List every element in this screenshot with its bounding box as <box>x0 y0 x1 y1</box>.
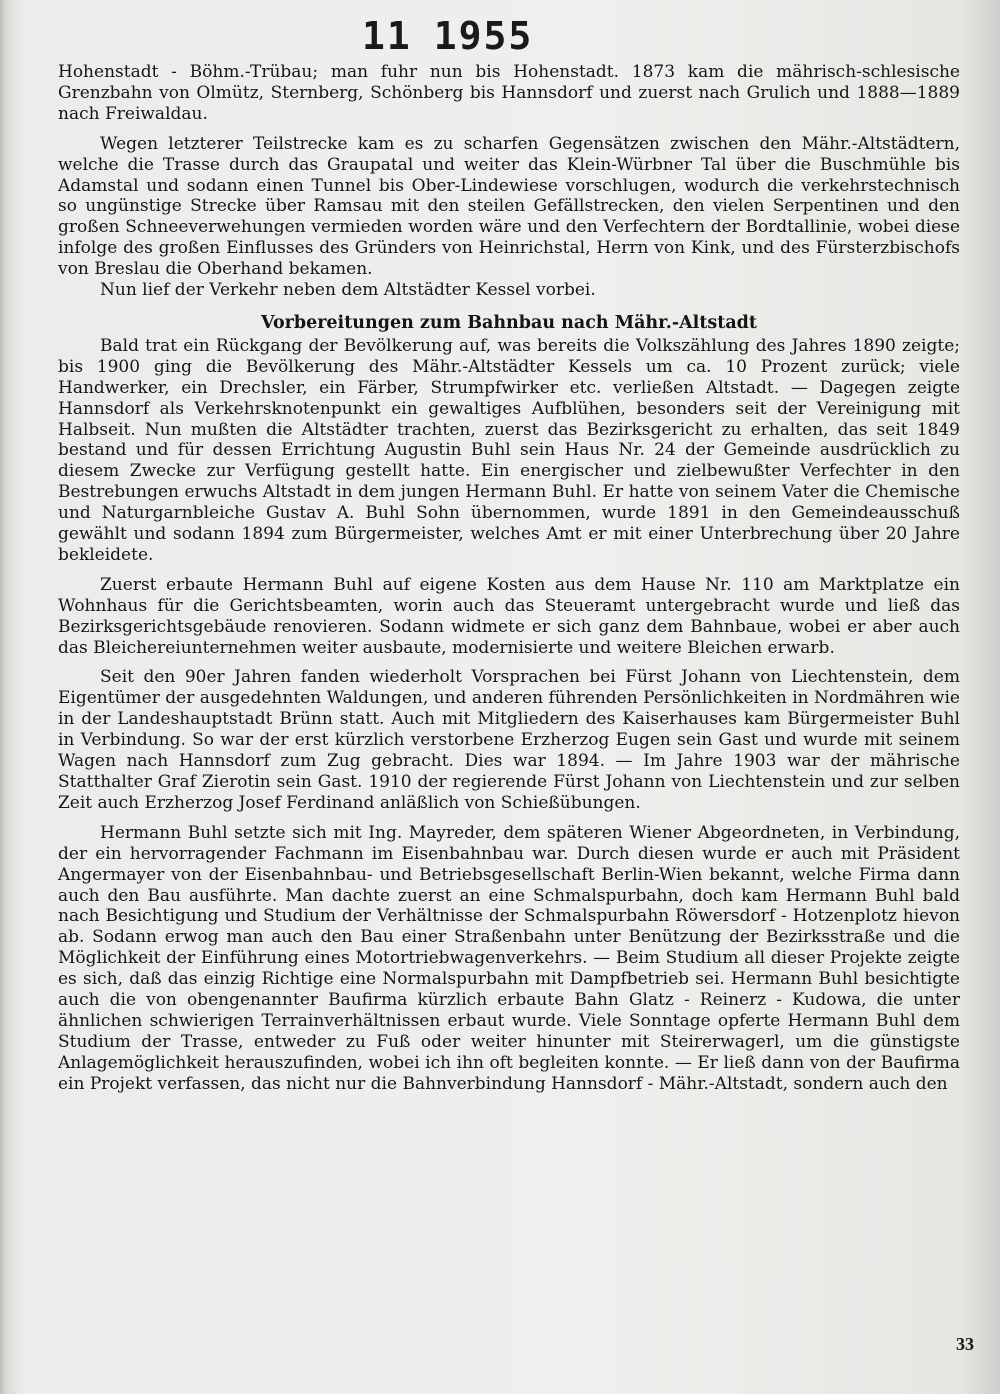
date-stamp-day: 11 <box>362 14 412 58</box>
date-stamp <box>362 14 533 58</box>
date-stamp-year: 1955 <box>433 14 534 58</box>
page-number: 33 <box>956 1334 974 1354</box>
paragraph-continuation: Hohenstadt - Böhm.-Trübau; man fuhr nun bis Hohenstadt. 1873 kam die mährisch-schlesische Grenzbahn von Olmütz, Sternberg, Schönberg bis Hannsdorf und zuerst nach Grulich und 1888—1889 nach Freiwaldau. <box>58 62 960 124</box>
paragraph: Seit den 90er Jahren fanden wiederholt Vorsprachen bei Fürst Johann von Liechtenstein, dem Eigentümer der ausgedehnten Waldungen, und anderen führenden Persönlichkeiten in Nordmähren wie in der Landeshauptstadt Brünn statt. Auch mit Mitgliedern des Kaiserhauses kam Bürgermeister Buhl in Verbindung. So war der erst kürzlich verstorbene Erzherzog Eugen sein Gast und wurde mit seinem Wagen nach Hannsdorf zum Zug gebracht. Dies war 1894. — Im Jahre 1903 war der mährische Statthalter Graf Zierotin sein Gast. 1910 der regierende Fürst Johann von Liechtenstein und zur selben Zeit auch Erzherzog Josef Ferdinand anläßlich von Schießübungen. <box>58 667 960 813</box>
body-text <box>58 62 960 1104</box>
paragraph: Zuerst erbaute Hermann Buhl auf eigene Kosten aus dem Hause Nr. 110 am Marktplatze ein Wohnhaus für die Gerichtsbeamten, worin auch das Steueramt untergebracht wurde und ließ das Bezirksgerichtsgebäude renovieren. Sodann widmete er sich ganz dem Bahnbaue, wobei er aber auch das Bleichereiunternehmen weiter ausbaute, modernisierte und weitere Bleichen erwarb. <box>58 574 960 658</box>
paragraph: Wegen letzterer Teilstrecke kam es zu scharfen Gegensätzen zwischen den Mähr.-Altstädtern, welche die Trasse durch das Graupatal und weiter das Klein-Würbner Tal über die Buschmühle bis Adamstal und sodann einen Tunnel bis Ober-Lindewiese vorschlugen, wodurch die verkehrstechnisch so ungünstige Strecke über Ramsau mit den steilen Gefällstrecken, den vielen Serpentinen und den großen Schneeverwehungen vermieden worden wäre und den Verfechtern der Bordtallinie, wobei diese infolge des großen Einflusses des Gründers von Heinrichstal, Herrn von Kink, und des Fürsterzbischofs von Breslau die Oberhand bekamen. <box>58 133 960 280</box>
paragraph: Bald trat ein Rückgang der Bevölkerung auf, was bereits die Volkszählung des Jahres 1890 zeigte; bis 1900 ging die Bevölkerung des Mähr.-Altstädter Kessels um ca. 10 Prozent zurück; viele Handwerker, ein Drechsler, ein Färber, Strumpfwirker etc. verließen Altstadt. — Dagegen zeigte Hannsdorf als Verkehrsknotenpunkt ein gewaltiges Aufblühen, besonders seit der Vereinigung mit Halbseit. Nun mußten die Altstädter trachten, zuerst das Bezirksgericht zu erhalten, das seit 1849 bestand und für dessen Errichtung Augustin Buhl sein Haus Nr. 24 der Gemeinde ausdrücklich zu diesem Zwecke zur Verfügung gestellt hatte. Ein energischer und zielbewußter Verfechter in den Bestrebungen erwuchs Altstadt in dem jungen Hermann Buhl. Er hatte von seinem Vater die Chemische und Naturgarnbleiche Gustav A. Buhl Sohn übernommen, wurde 1891 in den Gemeindeausschuß gewählt und sodann 1894 zum Bürgermeister, welches Amt er mit einer Unterbrechung über 20 Jahre bekleidete. <box>58 335 960 565</box>
paragraph: Nun lief der Verkehr neben dem Altstädter Kessel vorbei. <box>100 280 596 301</box>
paragraph: Hermann Buhl setzte sich mit Ing. Mayreder, dem späteren Wiener Abgeordneten, in Verbindung, der ein hervorragender Fachmann im Eisenbahnbau war. Durch diesen wurde er auch mit Präsident Angermayer von der Eisenbahnbau- und Betriebsgesellschaft Berlin-Wien bekannt, welche Firma dann auch den Bau ausführte. Man dachte zuerst an eine Schmalspurbahn, doch kam Hermann Buhl bald nach Besichtigung und Studium der Verhältnisse der Schmalspurbahn Röwersdorf - Hotzenplotz hievon ab. Sodann erwog man auch den Bau einer Straßenbahn unter Benützung der Bezirksstraße und die Möglichkeit der Einführung eines Motortriebwagenverkehrs. — Beim Studium all dieser Projekte zeigte es sich, daß das einzig Richtige eine Normalspurbahn mit Dampfbetrieb sei. Hermann Buhl besichtigte auch die von obengenannter Baufirma kürzlich erbaute Bahn Glatz - Reinerz - Kudowa, die unter ähnlichen schwierigen Terrainverhältnissen erbaut wurde. Viele Sonntage opferte Hermann Buhl dem Studium der Trasse, entweder zu Fuß oder weiter hinunter mit Steirerwagerl, um die günstigste Anlagemöglichkeit herauszufinden, wobei ich ihn oft begleiten konnte. — Er ließ dann von der Baufirma ein Projekt verfassen, das nicht nur die Bahnverbindung Hannsdorf - Mähr.-Altstadt, sondern auch den <box>58 822 960 1094</box>
section-heading: Vorbereitungen zum Bahnbau nach Mähr.-Altstadt <box>260 312 758 333</box>
